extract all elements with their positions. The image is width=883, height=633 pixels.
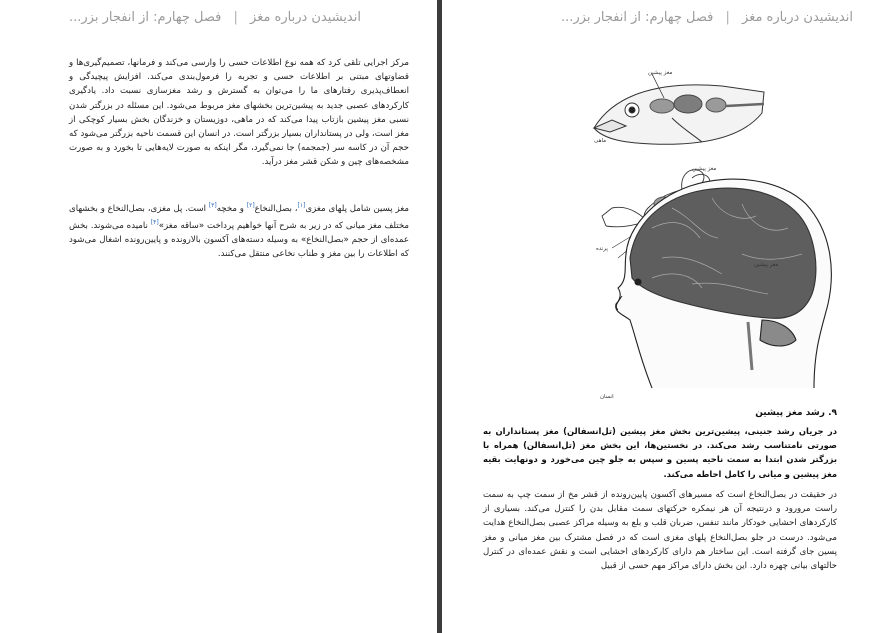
text-run: مغز پسین شامل پلهای مغزی bbox=[305, 203, 409, 214]
body-paragraph-hindbrain bbox=[69, 199, 409, 262]
chapter-title: فصل چهارم: از انفجار بزر... bbox=[68, 10, 222, 25]
book-title: اندیشیدن درباره مغز bbox=[742, 10, 853, 25]
right-page bbox=[442, 0, 883, 633]
footnote-ref[interactable]: [۴] bbox=[150, 219, 159, 227]
left-page bbox=[0, 0, 437, 633]
footnote-ref[interactable]: [۲] bbox=[246, 202, 255, 209]
text-run: ، بصل‌النخاع bbox=[254, 203, 298, 214]
human-label: انسان bbox=[600, 394, 614, 400]
bird-forebrain-label: مغز پیشین bbox=[692, 166, 717, 172]
bird-label: پرنده bbox=[596, 246, 608, 252]
brain-comparison-figure bbox=[592, 58, 840, 408]
human-forebrain-label: مغز پیشین bbox=[754, 262, 779, 268]
text-run: است. پل مغزی، بصل‌النخاع و بخشهای مختلف مغز میانی که در زیر به شرح آنها خواهیم پرداخت «ساقه مغز» bbox=[69, 203, 409, 231]
book-title: اندیشیدن درباره مغز bbox=[250, 10, 361, 25]
fish-drawing bbox=[594, 74, 764, 144]
lead-paragraph: در جریان رشد جنینی، پیشین‌ترین بخش مغز پیشین (تل‌انسفالن) مغز پستانداران به صورتی نامتناسب رشد می‌کند. در نخستین‌ها، این بخش مغز (تل‌انسفالن) همراه با بزرگتر شدن ابتدا به سمت ناحیه پسین و سپس به جلو چین می‌خورد و دونهایت بقیه مغز پیشین و میانی را کامل احاطه می‌کند. bbox=[483, 426, 837, 479]
footnote-ref[interactable]: [۱] bbox=[297, 202, 306, 209]
text-run: نامیده می‌شوند. بخش عمده‌ای از حجم «بصل‌النخاع» به وسیله دسته‌های آکسون بالارونده و پایین‌رونده اشغال می‌شود که اطلاعات را بین مغز و طناب نخاعی منتقل می‌کنند. bbox=[69, 220, 409, 260]
footnote-ref[interactable]: [۳] bbox=[208, 202, 217, 209]
header-separator: | bbox=[725, 10, 730, 25]
fish-forebrain-label: مغز پیشین bbox=[648, 70, 673, 76]
brain-illustration bbox=[592, 58, 840, 408]
chapter-title: فصل چهارم: از انفجار بزر... bbox=[560, 10, 714, 25]
body-paragraph: مرکز اجرایی تلقی کرد که همه نوع اطلاعات حسی را وارسی می‌کند و فرمانها، تصمیم‌گیری‌ها و قضاوتهای مبتنی بر اطلاعات حسی و تجربه را فرمول‌بندی می‌کند. افزایش پیچیدگی و انعطاف‌پذیری رفتارهای ما را می‌توان به گسترش و رشد مغزسازی نسبت داد. یادگیری کارکردهای عصبی جدید به پیشین‌ترین بخشهای مغز مربوط می‌شود. این مسئله در بزرگتر شدن نسبی مغز پیشین بازتاب پیدا می‌کند که در ماهی، دوزیستان و خزندگان بخش بسیار کوچکی از مغز است، ولی در پستانداران بسیار بزرگتر است. در انسان این قسمت ناحیه بزرگتر می‌شود که حجم آن در کاسه سر (جمجمه) جا نمی‌گیرد، مگر اینکه به صورت لایه‌هایی تا بخورد و به صورت مشخصه‌های چین و شکن قشر مغز درآید. bbox=[69, 58, 409, 168]
header-separator: | bbox=[233, 10, 238, 25]
section-heading: ۹. رشد مغز پیشین bbox=[755, 408, 837, 418]
running-head bbox=[561, 10, 853, 32]
body-paragraph: در حقیقت در بصل‌النخاع است که مسیرهای آکسون پایین‌رونده از قشر مخ از سمت چپ به سمت راست مرورود و درنتیجه آن هر نیمکره حرکتهای سمت مقابل بدن را کنترل می‌کند. بسیاری از کارکردهای احشایی خودکار مانند تنفس، ضربان قلب و بلع به وسیله مراکز عصبی بصل‌النخاع هدایت می‌شود. درست در جلو بصل‌النخاع پلهای مغزی است که در فصل مشترک بین مغز میانی و مغز پسین جای گرفته است. این ساختار هم دارای کارکردهای احشایی است و نقش عمده‌ای در کنترل حالتهای بیانی چهره دارد. این بخش دارای مراکز مهم حسی از قبیل bbox=[483, 490, 837, 572]
running-head bbox=[69, 10, 361, 32]
text-run: و مخچه bbox=[216, 203, 247, 214]
fish-label: ماهی bbox=[594, 138, 607, 144]
